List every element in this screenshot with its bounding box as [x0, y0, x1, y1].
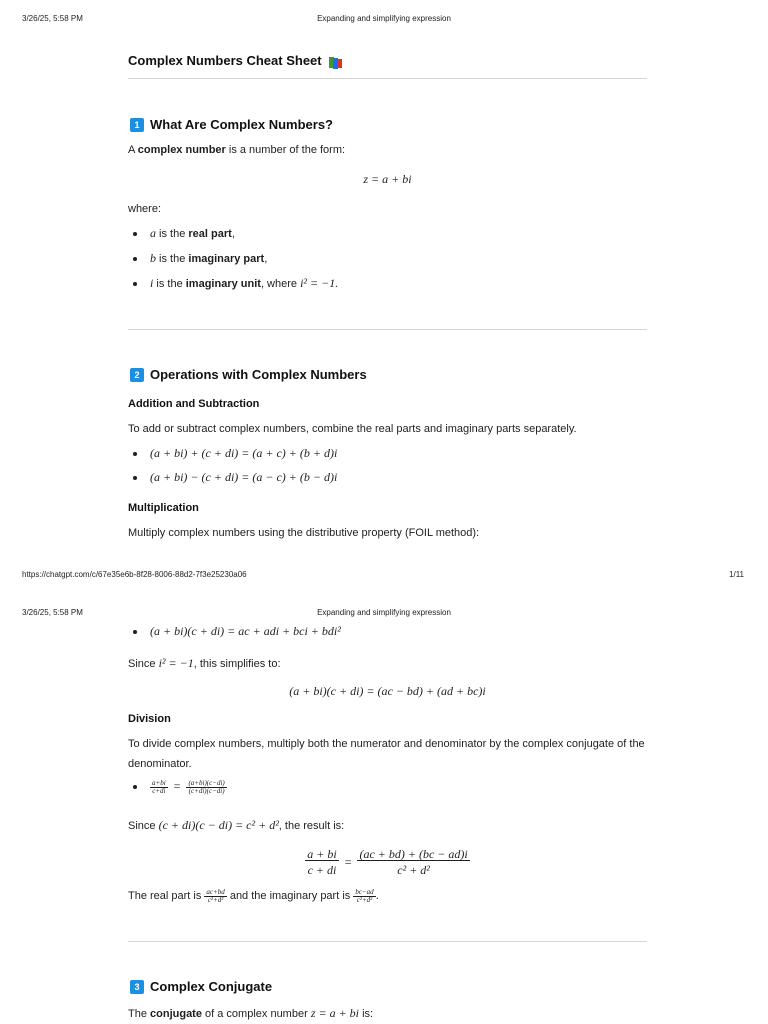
bullet-icon: [133, 785, 137, 789]
text: of a complex number: [201, 1008, 311, 1020]
math-var: b: [150, 251, 156, 265]
bold-term: imaginary part: [188, 252, 265, 265]
text: is the: [156, 252, 189, 265]
subheading-division: Division: [128, 713, 171, 725]
paragraph-real-imag-parts: [128, 886, 647, 906]
formula-multiplication-result: (a + bi)(c + di) = (ac − bd) + (ad + bc)i: [289, 684, 486, 698]
list-item-addition: [133, 446, 337, 461]
divider: [128, 329, 647, 330]
page-header-datetime: 3/26/25, 5:58 PM: [22, 608, 83, 617]
bullet-icon: [133, 282, 137, 286]
math-inline: (c + di)(c − di) = c² + d²: [158, 818, 279, 832]
text: is the: [156, 227, 189, 240]
paragraph-addition: To add or subtract complex numbers, combine the real parts and imaginary parts separately.: [128, 423, 577, 435]
page-footer-number: 1/11: [729, 570, 744, 579]
text: is the: [153, 277, 186, 290]
formula-division-result: $\frac{a + bi}{c + di}$ = $\frac{(ac + bd) + (bc - ad)i}{\text{c² + d²}}$: [307, 847, 468, 877]
numerator: a + bi: [307, 847, 337, 861]
subheading-multiplication: Multiplication: [128, 502, 199, 514]
bullet-icon: [133, 257, 137, 261]
section-number-badge: 3: [130, 980, 144, 994]
text: is a number of the form:: [225, 144, 346, 156]
text: ,: [264, 252, 268, 265]
divider: [128, 941, 647, 942]
section-heading-what-are: [130, 117, 333, 132]
math-inline: (a + bi) − (c + di) = (a − c) + (b − d)i: [150, 470, 338, 484]
bullet-icon: [133, 232, 137, 236]
paragraph-since-conjugate: [128, 815, 647, 836]
numerator: (ac + bd) + (bc − ad)i: [359, 847, 468, 861]
page-header-title: Expanding and simplifying expression: [317, 14, 451, 23]
bullet-icon: [133, 476, 137, 480]
text: The: [128, 1008, 151, 1020]
text: Since: [128, 658, 159, 670]
text: and the imaginary part is: [226, 890, 354, 902]
text: A: [128, 144, 138, 156]
denominator: c²+d²: [207, 895, 224, 904]
text: , where: [260, 277, 301, 290]
numerator: a+bi: [152, 778, 166, 787]
text: The real part is: [128, 890, 205, 902]
math-inline: i² = −1: [158, 656, 194, 670]
math-inline: i² = −1.: [300, 276, 339, 290]
paragraph-where: where:: [128, 203, 162, 215]
math-inline: (a + bi)(c + di) = ac + adi + bci + bdi²: [150, 624, 341, 638]
section-heading-text: Complex Conjugate: [150, 979, 273, 994]
paragraph-intro: [128, 140, 647, 160]
denominator: c² + d²: [397, 863, 430, 877]
bold-term: complex number: [137, 144, 226, 156]
paragraph-conjugate: [128, 1003, 647, 1024]
text: , this simplifies to:: [193, 658, 281, 670]
section-heading-text: What Are Complex Numbers?: [150, 117, 333, 132]
numerator: bc−ad: [355, 887, 374, 896]
divider: [128, 78, 647, 79]
paragraph-division: To divide complex numbers, multiply both the numerator and denominator by the complex conjugate of the denominator.: [128, 738, 645, 770]
list-item-division: [133, 779, 227, 795]
subheading-addition: Addition and Subtraction: [128, 398, 260, 410]
list-item-imaginary-part: [133, 251, 267, 266]
bold-term: real part: [188, 227, 232, 240]
document-title: [128, 53, 647, 68]
denominator: c²+d²: [356, 895, 373, 904]
math-var: i: [150, 276, 154, 290]
paragraph-since: [128, 653, 647, 674]
denominator: (c+di)(c−di): [188, 786, 225, 795]
list-item-foil: [133, 624, 341, 639]
text: Since: [128, 820, 159, 832]
math-inline: z = a + bi: [310, 1006, 360, 1020]
document-title-text: Complex Numbers Cheat Sheet: [128, 53, 322, 68]
section-heading-text: Operations with Complex Numbers: [150, 367, 367, 382]
numerator: ac+bd: [206, 887, 225, 896]
list-item-subtraction: [133, 470, 337, 485]
text: .: [375, 890, 379, 902]
text: , the result is:: [278, 820, 345, 832]
list-item-real-part: [133, 226, 235, 241]
bullet-icon: [133, 452, 137, 456]
text: ,: [231, 227, 235, 240]
bold-term: imaginary unit: [185, 277, 261, 290]
denominator: c+di: [152, 786, 166, 795]
page-header-datetime: 3/26/25, 5:58 PM: [22, 14, 83, 23]
page-header-title: Expanding and simplifying expression: [317, 608, 451, 617]
math-inline: (a + bi) + (c + di) = (a + c) + (b + d)i: [150, 446, 338, 460]
formula-definition: z = a + bi: [363, 172, 412, 186]
math-var: a: [150, 226, 156, 240]
section-heading-operations: [130, 367, 367, 382]
numerator: (a+bi)(c−di): [188, 778, 225, 787]
page-footer-url: https://chatgpt.com/c/67e35e6b-8f28-8006-88d2-7f3e25230a06: [22, 570, 247, 579]
bullet-icon: [133, 630, 137, 634]
section-number-badge: 2: [130, 368, 144, 382]
section-heading-conjugate: [130, 979, 272, 994]
math-fraction: $\frac{a+bi}{c+di}$ = $\frac{(a+bi)(c-di)}{(c+di)(c-di)}$: [152, 778, 225, 795]
text: is:: [359, 1008, 374, 1020]
section-number-badge: 1: [130, 118, 144, 132]
bold-term: conjugate: [150, 1008, 202, 1020]
paragraph-multiplication: Multiply complex numbers using the distributive property (FOIL method):: [128, 527, 480, 539]
denominator: c + di: [307, 863, 337, 877]
books-icon: [329, 56, 343, 68]
list-item-imaginary-unit: [133, 276, 338, 291]
